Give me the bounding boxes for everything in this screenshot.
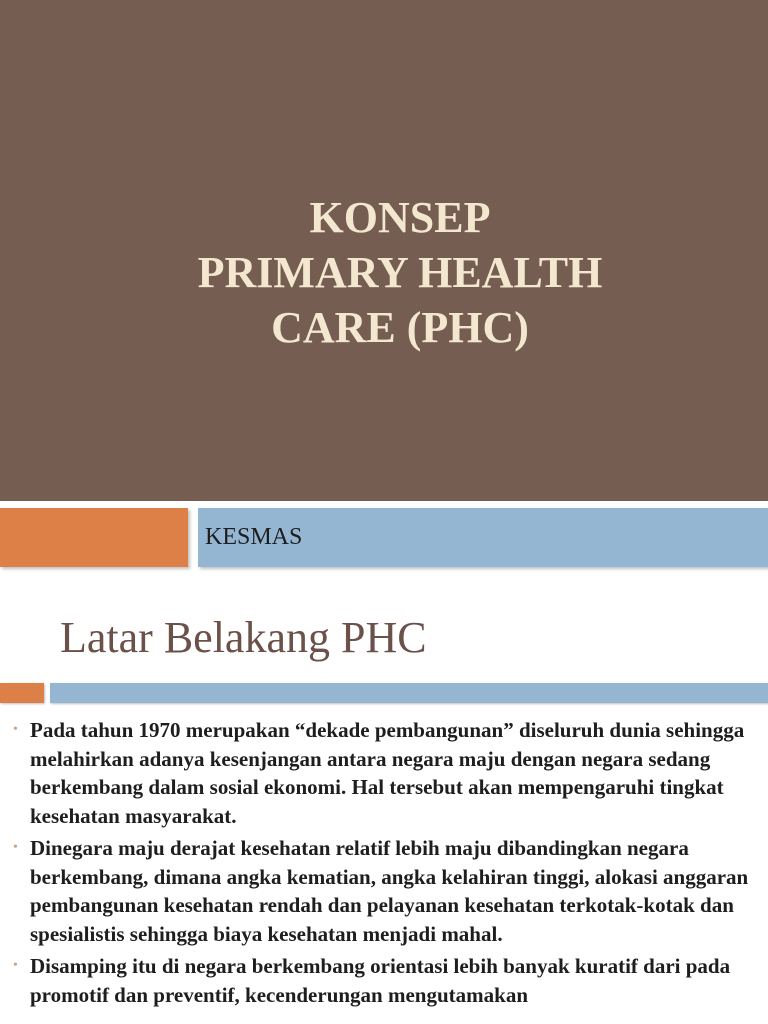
- slide-title: [100, 190, 700, 355]
- bullet-item: [0, 952, 768, 1009]
- bullet-item: [0, 834, 768, 948]
- bullet-icon: •: [13, 722, 18, 737]
- bullet-icon: •: [13, 958, 18, 973]
- bullet-list: [0, 716, 768, 1013]
- bullet-icon: •: [13, 840, 18, 855]
- title-line-2: PRIMARY HEALTH: [197, 248, 603, 297]
- title-line-3: CARE (PHC): [271, 303, 529, 352]
- bullet-item: [0, 716, 768, 830]
- title-slide-panel: [0, 0, 768, 501]
- accent-bar-orange: [0, 508, 188, 567]
- section-accent-bar-orange: [0, 683, 44, 703]
- bullet-text: Pada tahun 1970 merupakan “dekade pembangunan” diseluruh dunia sehingga melahirkan adanya kesenjangan antara negara maju dengan negara sedang berkembang dalam sosial ekonomi. Hal tersebut akan mempengaruhi tingkat kesehatan masyarakat.: [30, 718, 745, 828]
- section-title: Latar Belakang PHC: [60, 613, 427, 662]
- bullet-text: Dinegara maju derajat kesehatan relatif lebih maju dibandingkan negara berkembang, dimana angka kematian, angka kelahiran tinggi, alokasi anggaran pembangunan kesehatan rendah dan pelayanan kesehatan terkotak-kotak dan spesialistis sehingga biaya kesehatan menjadi mahal.: [30, 836, 749, 946]
- title-line-1: KONSEP: [309, 193, 491, 242]
- section-accent-bar-blue: [50, 683, 768, 703]
- slide-subtitle: KESMAS: [205, 524, 303, 550]
- bullet-text: Disamping itu di negara berkembang orientasi lebih banyak kuratif dari pada promotif dan preventif, kecenderungan mengutamakan: [30, 954, 731, 1007]
